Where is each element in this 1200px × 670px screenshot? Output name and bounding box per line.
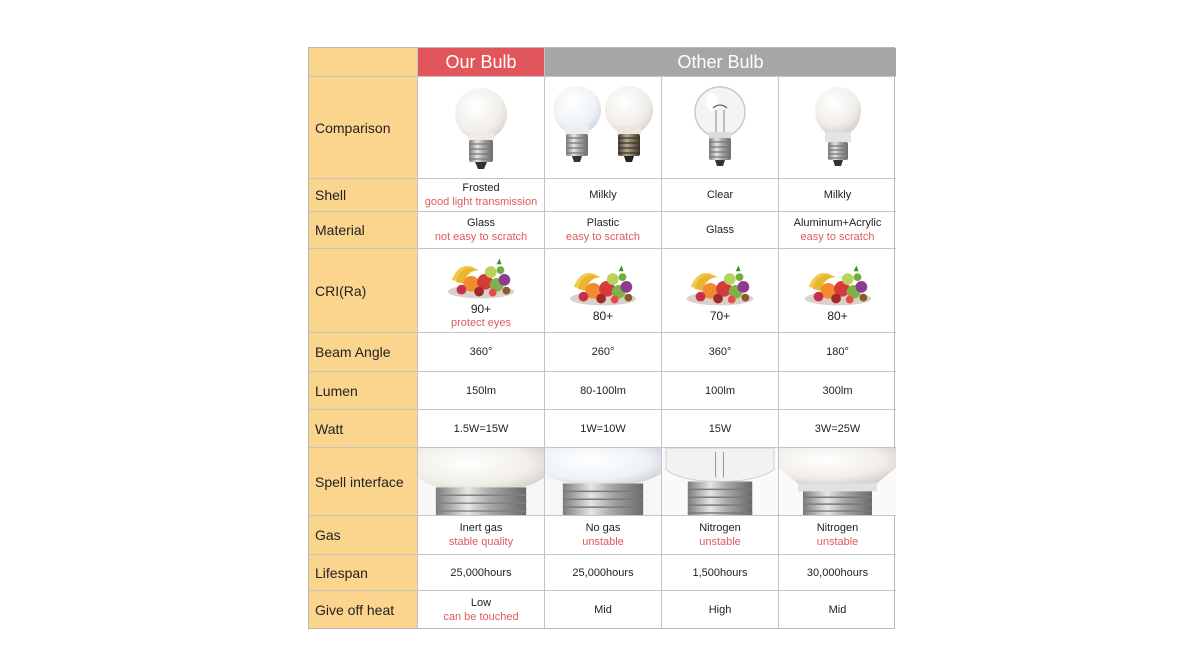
shell-c: Clear	[662, 179, 779, 212]
heat-ours-note: can be touched	[443, 610, 519, 623]
row-label-lumen: Lumen	[309, 372, 418, 410]
lifespan-c: 1,500hours	[662, 555, 779, 591]
heat-ours-value: Low	[470, 596, 492, 609]
fruit-basket-icon	[442, 252, 520, 300]
shell-ours	[418, 179, 545, 212]
material-b-note: easy to scratch	[566, 231, 640, 243]
material-d	[779, 212, 896, 249]
heat-d: Mid	[828, 603, 847, 616]
heat-b: Mid	[545, 591, 662, 628]
gas-c-value: Nitrogen	[699, 522, 741, 534]
heat-c: High	[662, 591, 779, 628]
row-label-beam-angle: Beam Angle	[309, 333, 418, 372]
fruit-basket-icon	[799, 259, 877, 307]
material-ours-note: not easy to scratch	[434, 231, 528, 243]
row-label-give-off-heat: Give off heat	[309, 591, 418, 628]
our-bulb-header: Our Bulb	[418, 48, 545, 77]
lumen-d: 300lm	[779, 372, 896, 410]
cri-d	[779, 249, 896, 333]
shell-ours-value: Frosted	[462, 182, 500, 194]
interface-d	[779, 448, 896, 516]
beam-c: 360°	[662, 333, 779, 372]
lifespan-ours: 25,000hours	[418, 555, 545, 591]
row-label-cri: CRI(Ra)	[309, 249, 418, 333]
material-d-note: easy to scratch	[800, 231, 875, 243]
cri-c-value: 70+	[709, 308, 731, 323]
interface-c	[662, 448, 779, 516]
cri-c	[662, 249, 779, 333]
gas-b	[545, 516, 662, 555]
gas-ours-value: Inert gas	[459, 522, 503, 534]
row-label-shell: Shell	[309, 179, 418, 212]
cri-d-value: 80+	[827, 308, 848, 323]
frosted-bulb-icon	[446, 80, 516, 176]
interface-b	[545, 448, 662, 516]
other-bulb-image-led	[779, 77, 896, 179]
header-corner	[309, 48, 418, 77]
watt-b: 1W=10W	[545, 410, 662, 448]
row-label-spell-interface: Spell interface	[309, 448, 418, 516]
watt-ours: 1.5W=15W	[418, 410, 545, 448]
cri-ours-note: protect eyes	[451, 316, 511, 329]
beam-b: 260°	[545, 333, 662, 372]
gas-d	[779, 516, 896, 555]
cri-ours-value: 90+	[470, 301, 492, 316]
other-bulb-image-clear	[662, 77, 779, 179]
fruit-basket-icon	[564, 259, 642, 307]
clear-bulb-icon	[685, 80, 755, 176]
milky-bulb-icon	[547, 80, 659, 176]
material-d-value: Aluminum+Acrylic	[793, 217, 882, 229]
gas-d-note: unstable	[816, 536, 859, 548]
row-label-watt: Watt	[309, 410, 418, 448]
gas-c-note: unstable	[699, 536, 741, 548]
heat-ours	[418, 591, 545, 628]
gas-ours	[418, 516, 545, 555]
shell-ours-note: good light transmission	[424, 196, 538, 208]
other-bulb-image-milky	[545, 77, 662, 179]
shell-d: Milkly	[779, 179, 896, 212]
material-b-value: Plastic	[586, 217, 620, 229]
led-bulb-icon	[803, 80, 873, 176]
bulb-base-closeup-icon	[779, 448, 896, 515]
gas-b-value: No gas	[585, 522, 621, 534]
bulb-base-closeup-icon	[418, 448, 544, 515]
watt-c: 15W	[662, 410, 779, 448]
lifespan-d: 30,000hours	[779, 555, 896, 591]
material-ours	[418, 212, 545, 249]
gas-d-value: Nitrogen	[816, 522, 859, 534]
bulb-base-closeup-icon	[662, 448, 778, 515]
cri-b	[545, 249, 662, 333]
interface-ours	[418, 448, 545, 516]
our-bulb-image	[418, 77, 545, 179]
bulb-base-closeup-icon	[545, 448, 661, 515]
material-ours-value: Glass	[466, 217, 496, 229]
material-c: Glass	[662, 212, 779, 249]
fruit-basket-icon	[681, 259, 759, 307]
row-label-comparison: Comparison	[309, 77, 418, 179]
lifespan-b: 25,000hours	[545, 555, 662, 591]
material-b	[545, 212, 662, 249]
cri-ours	[418, 249, 545, 333]
other-bulb-header: Other Bulb	[545, 48, 896, 77]
gas-c	[662, 516, 779, 555]
lumen-c: 100lm	[662, 372, 779, 410]
lumen-b: 80-100lm	[545, 372, 662, 410]
lumen-ours: 150lm	[418, 372, 545, 410]
gas-ours-note: stable quality	[448, 536, 514, 548]
row-label-gas: Gas	[309, 516, 418, 555]
row-label-material: Material	[309, 212, 418, 249]
beam-ours: 360°	[418, 333, 545, 372]
comparison-table	[308, 47, 895, 629]
watt-d: 3W=25W	[779, 410, 896, 448]
gas-b-note: unstable	[582, 536, 624, 548]
cri-b-value: 80+	[592, 308, 614, 323]
shell-b: Milkly	[545, 179, 662, 212]
row-label-lifespan: Lifespan	[309, 555, 418, 591]
beam-d: 180°	[779, 333, 896, 372]
